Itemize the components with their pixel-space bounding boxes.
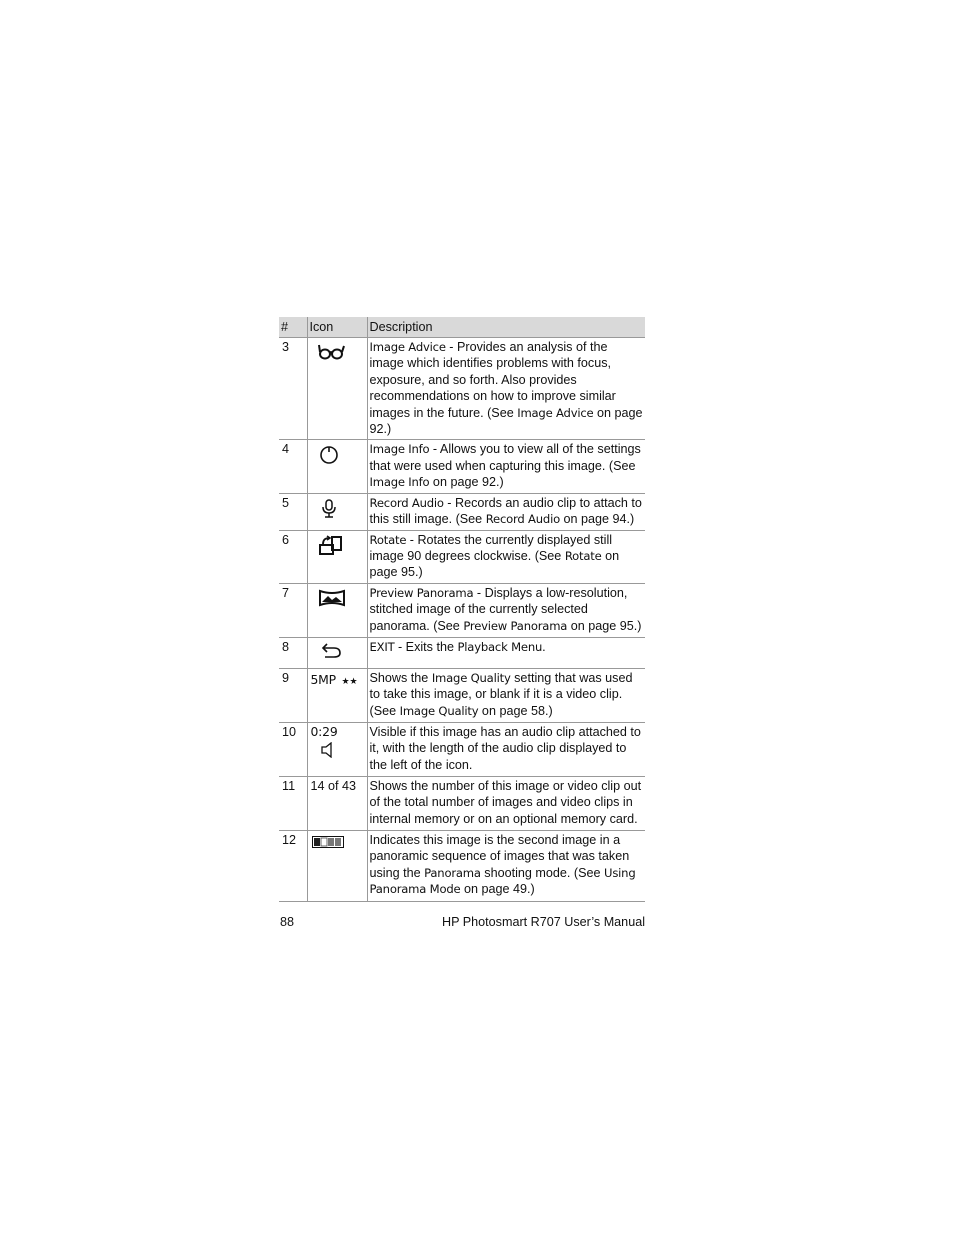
ui-term: Record Audio xyxy=(485,512,560,527)
row-description xyxy=(367,530,645,583)
ui-term: Panorama xyxy=(424,865,481,880)
ui-term: Playback Menu xyxy=(457,639,543,654)
description-text: Shows the xyxy=(369,670,432,685)
icon-cell xyxy=(307,530,367,583)
table-body xyxy=(279,338,645,902)
description-text: on page 95.) xyxy=(369,549,620,580)
row-description xyxy=(367,722,645,776)
icon-cell xyxy=(307,637,367,668)
ui-term: Preview Panorama xyxy=(369,585,474,600)
preview-panorama-icon xyxy=(310,585,365,608)
icon-cell xyxy=(307,440,367,493)
row-number: 7 xyxy=(279,583,307,637)
microphone-icon xyxy=(310,495,365,520)
table-row xyxy=(279,493,645,530)
description-text: on page 95.) xyxy=(567,618,642,633)
image-info-icon xyxy=(310,441,365,466)
description-text: - Exits the xyxy=(394,639,458,654)
description-text: - Displays a low-resolution, stitched image of the currently selected panorama. (See xyxy=(369,585,628,633)
table-row xyxy=(279,583,645,637)
table-row xyxy=(279,637,645,668)
image-counter-label: 14 of 43 xyxy=(310,778,357,793)
description-text: Shows the number of this image or video clip out of the total number of images and video clips in internal memory or on an optional memory card. xyxy=(369,778,642,826)
ui-term: Image Advice xyxy=(369,340,446,354)
row-number: 11 xyxy=(279,776,307,830)
icon-cell xyxy=(307,776,367,830)
icon-cell xyxy=(307,338,367,440)
description-text: - Records an audio clip to attach to this still image. (See xyxy=(369,495,642,527)
row-number: 3 xyxy=(279,338,307,440)
row-description xyxy=(367,637,645,668)
header-description: Description xyxy=(367,317,645,338)
manual-title: HP Photosmart R707 User’s Manual xyxy=(442,915,645,929)
description-text: setting that was used to take this image, or blank if it is a video clip. (See xyxy=(369,670,633,718)
description-text: - Provides an analysis of the image which identifies problems with focus, exposure, and so forth. Also provides recommendations on how to improve similar images in the future. (See xyxy=(369,340,616,420)
image-advice-glasses-icon xyxy=(310,339,365,362)
table-row xyxy=(279,338,645,440)
rotate-icon xyxy=(310,532,365,557)
row-description xyxy=(367,830,645,901)
ui-term: Rotate xyxy=(369,532,407,547)
row-description xyxy=(367,440,645,493)
table-row xyxy=(279,722,645,776)
table-row xyxy=(279,776,645,830)
header-icon: Icon xyxy=(307,317,367,338)
description-text: Visible if this image has an audio clip attached to it, with the length of the audio clip displayed to the left of the icon. xyxy=(369,724,641,772)
description-text: on page 94.) xyxy=(559,512,635,527)
table-row xyxy=(279,440,645,493)
ui-term: Image Info xyxy=(369,475,430,490)
icon-table-container xyxy=(279,317,645,902)
ui-term: Preview Panorama xyxy=(463,618,568,633)
row-number: 4 xyxy=(279,440,307,493)
audio-length-label: 0:29 xyxy=(310,723,338,739)
row-description xyxy=(367,338,645,440)
row-description xyxy=(367,493,645,530)
row-number: 6 xyxy=(279,530,307,583)
ui-term: Image Info xyxy=(369,442,430,457)
table-header-row xyxy=(279,317,645,338)
exit-return-arrow-icon xyxy=(310,639,365,660)
icon-cell xyxy=(307,668,367,722)
ui-term: Record Audio xyxy=(369,495,444,510)
description-text: on page 58.) xyxy=(478,703,553,718)
icon-cell xyxy=(307,830,367,901)
header-number: # xyxy=(279,317,307,338)
table-row xyxy=(279,830,645,901)
page-number: 88 xyxy=(280,915,295,929)
description-text: on page 92.) xyxy=(429,475,504,490)
description-text: - Allows you to view all of the settings that were used when capturing this image. (See xyxy=(369,442,641,473)
row-description xyxy=(367,668,645,722)
table-row xyxy=(279,668,645,722)
row-description xyxy=(367,583,645,637)
icon-cell xyxy=(307,722,367,776)
row-number: 12 xyxy=(279,830,307,901)
row-description xyxy=(367,776,645,830)
description-text: on page 49.) xyxy=(460,882,535,897)
quality-stars-icon: ★★ xyxy=(341,675,358,686)
row-number: 9 xyxy=(279,668,307,722)
description-text: on page 92.) xyxy=(369,405,643,437)
description-text: - Rotates the currently displayed still image 90 degrees clockwise. (See xyxy=(369,532,613,564)
ui-term: EXIT xyxy=(369,639,395,654)
ui-term: Rotate xyxy=(564,549,602,564)
icon-cell xyxy=(307,583,367,637)
quality-setting-label: 5MP xyxy=(310,671,336,687)
ui-term: Using Panorama Mode xyxy=(369,865,636,897)
row-number: 8 xyxy=(279,637,307,668)
description-text: shooting mode. (See xyxy=(480,865,605,880)
ui-term: Image Quality xyxy=(399,703,479,718)
row-number: 5 xyxy=(279,493,307,530)
ui-term: Image Quality xyxy=(431,670,511,685)
table-row xyxy=(279,530,645,583)
row-number: 10 xyxy=(279,722,307,776)
description-text: . xyxy=(542,639,546,654)
panorama-sequence-icon xyxy=(310,832,365,848)
ui-term: Image Advice xyxy=(517,405,594,420)
icon-description-table xyxy=(279,317,645,902)
icon-cell xyxy=(307,493,367,530)
speaker-icon xyxy=(310,740,365,758)
description-text: Indicates this image is the second image in a panoramic sequence of images that was taken using the xyxy=(369,832,630,880)
